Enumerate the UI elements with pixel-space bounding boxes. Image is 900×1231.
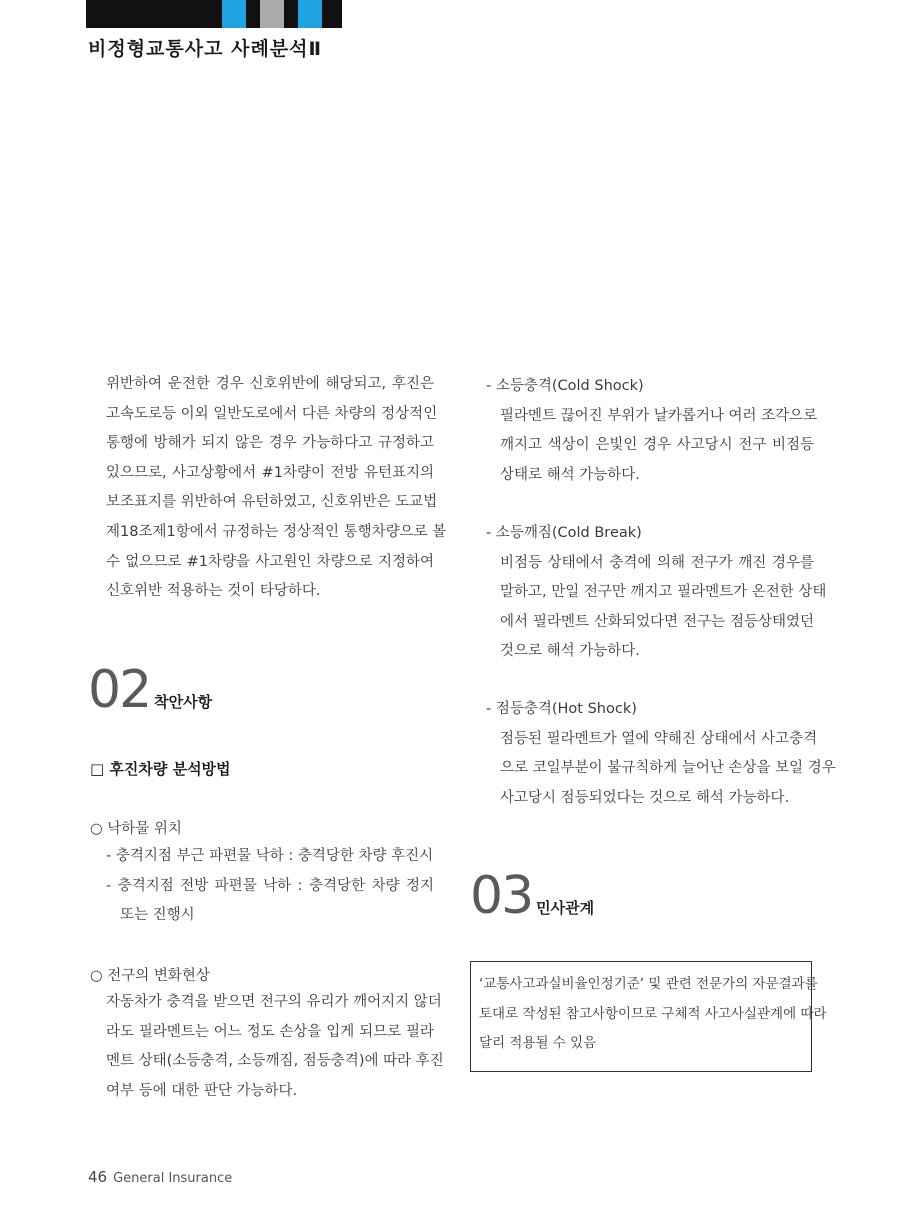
section-title: 착안사항	[154, 693, 213, 711]
page-footer	[88, 1168, 232, 1186]
paragraph-line: 필라멘트 끊어진 부위가 날카롭거나 여러 조각으로	[500, 407, 818, 424]
paragraph-line: 으로 코일부분이 불규칙하게 늘어난 손상을 보일 경우	[500, 760, 836, 777]
page-title: 비정형교통사고 사례분석Ⅱ	[88, 38, 323, 60]
section-title: 민사관계	[536, 899, 595, 917]
intro-paragraph	[106, 370, 447, 607]
strip-block	[246, 0, 260, 28]
left-intro	[106, 370, 447, 607]
magazine-name: General Insurance	[113, 1171, 233, 1186]
paragraph-line: 신호위반 적용하는 것이 타당하다.	[106, 583, 321, 600]
paragraph-line: 상태로 해석 가능하다.	[500, 466, 640, 483]
paragraph-line: 것으로 해석 가능하다.	[500, 643, 640, 660]
section-number: 02	[88, 660, 151, 720]
hot-shock-block	[486, 695, 836, 813]
paragraph-line: 멘트 상태(소등충격, 소등깨짐, 점등충격)에 따라 후진	[106, 1053, 444, 1070]
paragraph-line: 여부 등에 대한 판단 가능하다.	[106, 1082, 298, 1099]
paragraph-line: 고속도로등 이외 일반도로에서 다른 차량의 정상적인	[106, 405, 438, 422]
paragraph-line: 수 없으므로 #1차량을 사고원인 차량으로 지정하여	[106, 553, 434, 570]
strip-block	[222, 0, 246, 28]
strip-block	[86, 0, 222, 28]
strip-block	[260, 0, 284, 28]
bulb-change-title: ○ 전구의 변화현상	[90, 968, 210, 984]
strip-block	[298, 0, 322, 28]
page-number: 46	[88, 1168, 108, 1186]
cold-break-block	[486, 519, 827, 667]
strip-block	[284, 0, 298, 28]
falling-objects-list	[106, 842, 434, 931]
paragraph-line: 제18조제1항에서 규정하는 정상적인 통행차량으로 볼	[106, 523, 447, 540]
list-item: - 충격지점 전방 파편물 낙하 : 충격당한 차량 정지	[106, 877, 434, 894]
cold-break-title: - 소등깨짐(Cold Break)	[486, 525, 642, 541]
paragraph-line: 통행에 방해가 되지 않은 경우 가능하다고 규정하고	[106, 435, 434, 452]
notice-box	[470, 961, 827, 1072]
list-item: 또는 진행시	[120, 907, 195, 924]
paragraph-line: 점등된 필라멘트가 열에 약해진 상태에서 사고충격	[500, 730, 818, 747]
strip-block	[322, 0, 342, 28]
paragraph-line: 비점등 상태에서 충격에 의해 전구가 깨진 경우를	[500, 554, 814, 571]
section-number: 03	[470, 866, 533, 926]
paragraph-line: 있으므로, 사고상황에서 #1차량이 전방 유턴표지의	[106, 464, 434, 481]
notice-line: 달리 적용될 수 있음	[479, 1035, 597, 1051]
paragraph-line: 보조표지를 위반하여 유턴하였고, 신호위반은 도교법	[106, 494, 438, 511]
paragraph-line: 라도 필라멘트는 어느 정도 손상을 입게 되므로 필라	[106, 1023, 434, 1040]
paragraph-line: 사고당시 점등되었다는 것으로 해석 가능하다.	[500, 789, 790, 806]
cold-shock-block	[486, 372, 818, 490]
section-03-heading	[470, 866, 595, 926]
notice-line: 토대로 작성된 참고사항이므로 구체적 사고사실관계에 따라	[479, 1005, 827, 1022]
subhead-reverse-analysis: □ 후진차량 분석방법	[90, 760, 231, 778]
bulb-change-paragraph	[106, 988, 444, 1106]
cold-shock-title: - 소등충격(Cold Shock)	[486, 378, 644, 394]
notice-line: ‘교통사고과실비율인정기준’ 및 관련 전문가의 자문결과를	[479, 976, 818, 992]
section-02-heading	[88, 660, 213, 720]
paragraph-line: 자동차가 충격을 받으면 전구의 유리가 깨어지지 않더	[106, 994, 442, 1010]
paragraph-line: 위반하여 운전한 경우 신호위반에 해당되고, 후진은	[106, 376, 434, 392]
hot-shock-title: - 점등충격(Hot Shock)	[486, 701, 637, 717]
paragraph-line: 깨지고 색상이 은빛인 경우 사고당시 전구 비점등	[500, 437, 814, 454]
falling-objects-title: ○ 낙하물 위치	[90, 821, 182, 837]
paragraph-line: 에서 필라멘트 산화되었다면 전구는 점등상태였던	[500, 613, 814, 630]
list-item: - 충격지점 부근 파편물 낙하 : 충격당한 차량 후진시	[106, 848, 434, 864]
header-color-strip	[86, 0, 342, 28]
paragraph-line: 말하고, 만일 전구만 깨지고 필라멘트가 온전한 상태	[500, 584, 827, 601]
